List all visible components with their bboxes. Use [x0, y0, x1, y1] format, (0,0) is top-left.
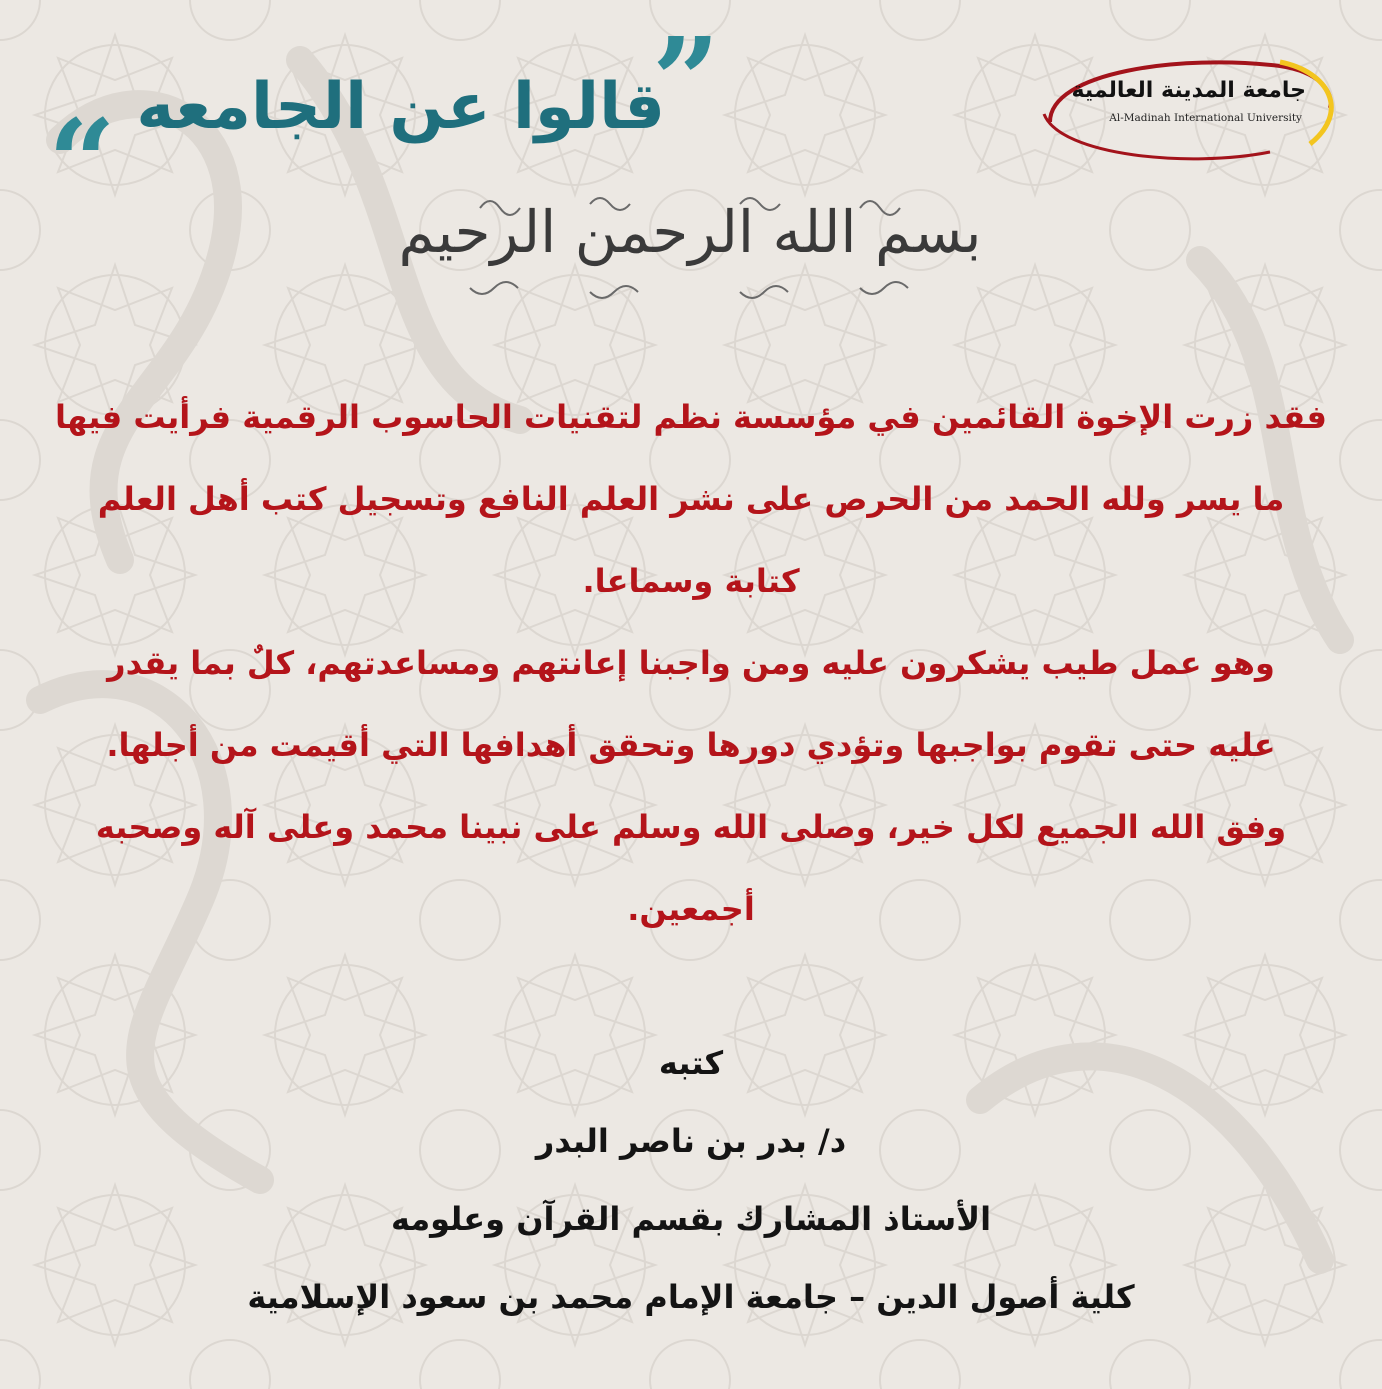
testimonial-line: كتابة وسماعا. — [582, 562, 800, 600]
testimonial-line: وهو عمل طيب يشكرون عليه ومن واجبنا إعانتهم ومساعدتهم، كلٌ بما يقدر — [107, 644, 1275, 682]
author-name: د/ بدر بن ناصر البدر — [535, 1122, 847, 1160]
signature-block — [40, 1024, 1342, 1336]
testimonial-line: عليه حتى تقوم بواجبها وتؤدي دورها وتحقق أهدافها التي أقيمت من أجلها. — [106, 726, 1276, 764]
signature-label: كتبه — [658, 1044, 724, 1082]
author-position: الأستاذ المشارك بقسم القرآن وعلومه — [390, 1200, 992, 1238]
basmala-calligraphy: بسم الله الرحمن الرحيم — [398, 198, 982, 266]
logo-arabic-name: جامعة المدينة العالمية — [1071, 78, 1306, 103]
testimonial-line: وفق الله الجميع لكل خير، وصلى الله وسلم على نبينا محمد وعلى آله وصحبه — [95, 808, 1287, 846]
testimonial-body — [40, 376, 1342, 950]
logo-english-name: Al-Madinah International University — [1109, 112, 1302, 124]
university-logo — [1030, 52, 1342, 164]
testimonial-line: ما يسر ولله الحمد من الحرص على نشر العلم النافع وتسجيل كتب أهل العلم — [97, 480, 1285, 518]
opening-quote-mark: “ — [48, 93, 116, 232]
logo-emblem-icon — [1030, 52, 1342, 164]
author-affiliation: كلية أصول الدين – جامعة الإمام محمد بن سعود الإسلامية — [247, 1278, 1135, 1316]
testimonial-line: فقد زرت الإخوة القائمين في مؤسسة نظم لتقنيات الحاسوب الرقمية فرأيت فيها — [55, 398, 1327, 436]
closing-quote-mark: ” — [652, 11, 720, 150]
page-title: قالوا عن الجامعه — [136, 70, 665, 144]
testimonial-line: أجمعين. — [627, 890, 755, 928]
